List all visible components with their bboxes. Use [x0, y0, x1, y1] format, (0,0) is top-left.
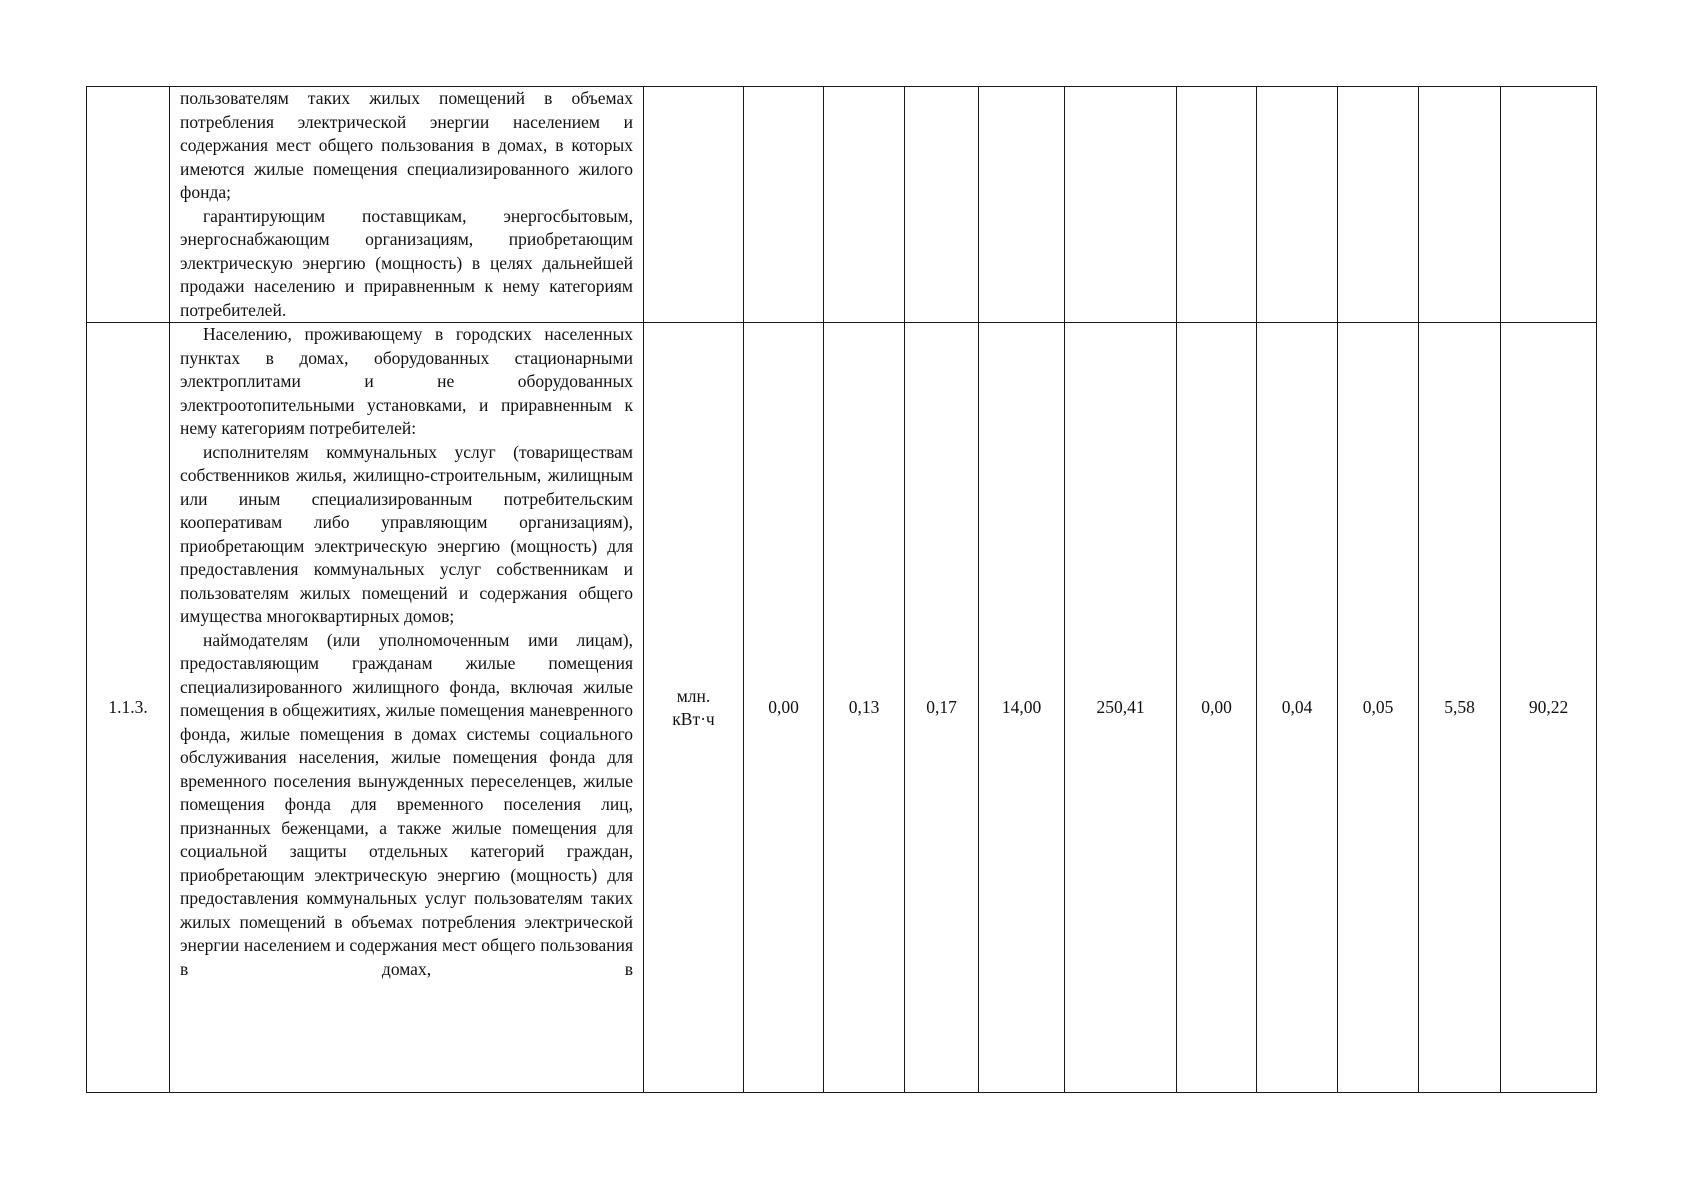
value-cell — [905, 87, 979, 323]
description-paragraph: гарантирующим поставщикам, энергосбытовым, энергоснабжающим организациям, приобретающим электрическую энергию (мощность) в целях дальнейшей продажи населению и приравненным к нему категориям потребителей. — [180, 205, 633, 320]
value-cell: 0,00 — [744, 323, 824, 1093]
value-cell — [1501, 87, 1597, 323]
description-paragraph: исполнителям коммунальных услуг (товариществам собственников жилья, жилищно-строительным, жилищным или иным специализированным потребительским кооперативам либо управляющим организациям), приобретающим электрическую энергию (мощность) для предоставления коммунальных услуг собственникам и пользователям жилых помещений и содержания общего имущества многоквартирных домов; — [180, 441, 633, 626]
unit-line: млн. — [676, 685, 711, 706]
value-cell: 14,00 — [979, 323, 1065, 1093]
value-cell — [1419, 87, 1501, 323]
row-description — [170, 323, 644, 1093]
unit-cell — [644, 87, 744, 323]
value-cell — [1177, 87, 1257, 323]
value-cell — [1257, 87, 1338, 323]
value-cell — [1065, 87, 1177, 323]
value-cell: 0,04 — [1257, 323, 1338, 1093]
value-cell: 90,22 — [1501, 323, 1597, 1093]
value-cell: 0,13 — [824, 323, 905, 1093]
value-cell: 0,00 — [1177, 323, 1257, 1093]
row-number: 1.1.3. — [87, 323, 170, 1093]
table-row — [87, 323, 1597, 1093]
unit-line: кВт·ч — [672, 708, 715, 729]
value-cell — [979, 87, 1065, 323]
tariff-table — [86, 86, 1597, 1093]
value-cell: 0,05 — [1338, 323, 1419, 1093]
value-cell — [1338, 87, 1419, 323]
value-cell: 0,17 — [905, 323, 979, 1093]
row-description — [170, 87, 644, 323]
value-cell — [824, 87, 905, 323]
description-paragraph: Населению, проживающему в городских населенных пунктах в домах, оборудованных стационарными электроплитами и не оборудованных электроотопительными установками, и приравненным к нему категориям потребителей: — [180, 324, 633, 438]
table-row — [87, 87, 1597, 323]
value-cell: 250,41 — [1065, 323, 1177, 1093]
description-paragraph: пользователям таких жилых помещений в объемах потребления электрической энергии населением и содержания мест общего пользования в домах, в которых имеются жилые помещения специализированного жилого фонда; — [180, 88, 633, 202]
value-cell — [744, 87, 824, 323]
row-number — [87, 87, 170, 323]
description-paragraph: наймодателям (или уполномоченным ими лицам), предоставляющим гражданам жилые помещения специализированного жилищного фонда, включая жилые помещения в общежитиях, жилые помещения маневренного фонда, жилые помещения в домах системы социального обслуживания населения, жилые помещения фонда для временного поселения вынужденных переселенцев, жилые помещения фонда для временного поселения лиц, признанных беженцами, а также жилые помещения для социальной защиты отдельных категорий граждан, приобретающим электрическую энергию (мощность) для предоставления коммунальных услуг пользователям таких жилых помещений в объемах потребления электрической энергии населением и содержания мест общего пользования в домах, в — [180, 629, 633, 979]
unit-cell — [644, 323, 744, 1093]
value-cell: 5,58 — [1419, 323, 1501, 1093]
